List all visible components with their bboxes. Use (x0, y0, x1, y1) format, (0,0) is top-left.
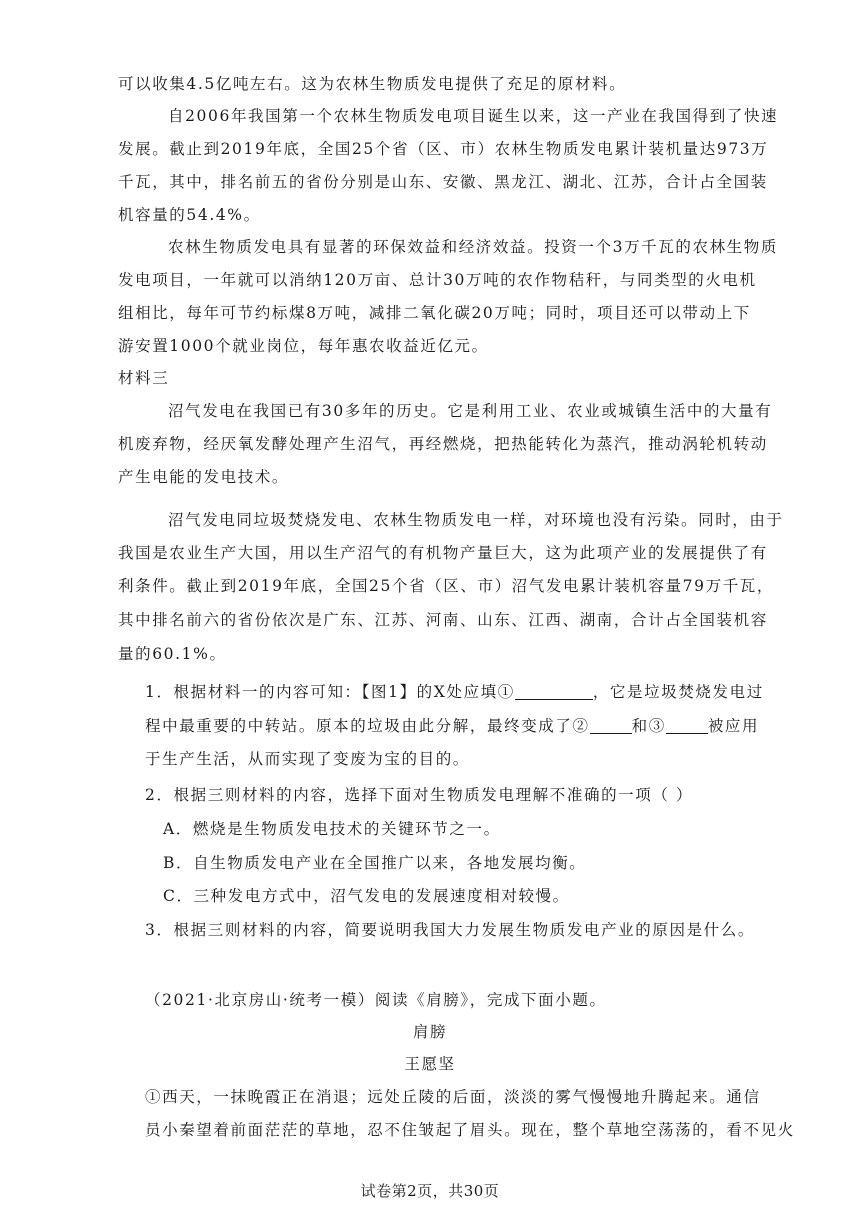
page-footer: 试卷第2页，共30页 (360, 1182, 500, 1200)
paragraph-line: 农林生物质发电具有显著的环保效益和经济效益。投资一个3万千瓦的农林生物质 (168, 238, 778, 256)
paragraph-line: 游安置1000个就业岗位，每年惠农收益近亿元。 (118, 337, 489, 355)
question-1-line-3: 于生产生活，从而实现了变废为宝的目的。 (145, 750, 470, 768)
question-1-line-2 (145, 716, 759, 736)
question-1-text: ，它是垃圾焚烧发电过 (592, 683, 764, 701)
passage-author: 王愿坚 (404, 1055, 456, 1073)
option-c[interactable]: C．三种发电方式中，沼气发电的发展速度相对较慢。 (163, 887, 570, 905)
paragraph-line: 利条件。截止到2019年底，全国25个省（区、市）沼气发电累计装机容量79万千瓦， (118, 577, 774, 595)
question-1-line-1 (145, 682, 764, 702)
question-1-text: 被应用 (707, 717, 760, 735)
paragraph-line: 沼气发电同垃圾焚烧发电、农林生物质发电一样，对环境也没有污染。同时，由于 (168, 511, 784, 529)
answer-blank-2[interactable] (590, 717, 632, 734)
paragraph-line: 沼气发电在我国已有30多年的历史。它是利用工业、农业或城镇生活中的大量有 (168, 402, 773, 420)
question-1-text: 1．根据材料一的内容可知：【图1】的X处应填① (145, 683, 515, 701)
paragraph-line: 产生电能的发电技术。 (118, 468, 290, 486)
question-3-stem: 3．根据三则材料的内容，简要说明我国大力发展生物质发电产业的原因是什么。 (145, 921, 755, 939)
paragraph-line: ①西天，一抹晚霞正在消退；远处丘陵的后面，淡淡的雾气慢慢地升腾起来。通信 (145, 1088, 761, 1106)
paragraph-line: 量的60.1%。 (118, 645, 227, 663)
question-2-stem: 2．根据三则材料的内容，选择下面对生物质发电理解不准确的一项（ ） (145, 786, 694, 804)
question-1-text: 程中最重要的中转站。原本的垃圾由此分解，最终变成了② (145, 717, 590, 735)
paragraph-line: 机容量的54.4%。 (118, 206, 261, 224)
paragraph-line: 组相比，每年可节约标煤8万吨，减排二氧化碳20万吨；同时，项目还可以带动上下 (118, 304, 751, 322)
passage-title: 肩膀 (412, 1023, 448, 1041)
answer-blank-3[interactable] (666, 717, 708, 734)
paragraph-line: 机废弃物，经厌氧发酵处理产生沼气，再经燃烧，把热能转化为蒸汽，推动涡轮机转动 (118, 435, 768, 453)
question-1-text: 和③ (631, 717, 666, 735)
section-heading: 材料三 (118, 369, 170, 387)
passage-intro: （2021·北京房山·统考一模）阅读《肩膀》，完成下面小题。 (145, 991, 607, 1009)
paragraph-line: 其中排名前六的省份依次是广东、江苏、河南、山东、江西、湖南，合计占全国装机容 (118, 611, 768, 629)
paragraph-line: 我国是农业生产大国，用以生产沼气的有机物产量巨大，这为此项产业的发展提供了有 (118, 544, 768, 562)
paragraph-line: 员小秦望着前面茫茫的草地，忍不住皱起了眉头。现在，整个草地空荡荡的，看不见火 (145, 1121, 795, 1139)
answer-blank-1[interactable] (515, 683, 593, 700)
paragraph-line: 自2006年我国第一个农林生物质发电项目诞生以来，这一产业在我国得到了快速 (168, 107, 779, 125)
paragraph-line: 可以收集4.5亿吨左右。这为农林生物质发电提供了充足的原材料。 (118, 75, 627, 93)
paragraph-line: 千瓦，其中，排名前五的省份分别是山东、安徽、黑龙江、湖北、江苏，合计占全国装 (118, 173, 768, 191)
paragraph-line: 发电项目，一年就可以消纳120万亩、总计30万吨的农作物秸秆，与同类型的火电机 (118, 271, 757, 289)
option-a[interactable]: A．燃烧是生物质发电技术的关键环节之一。 (163, 820, 501, 838)
option-b[interactable]: B．自生物质发电产业在全国推广以来，各地发展均衡。 (163, 854, 587, 872)
paragraph-line: 发展。截止到2019年底，全国25个省（区、市）农林生物质发电累计装机量达973万 (118, 140, 769, 158)
